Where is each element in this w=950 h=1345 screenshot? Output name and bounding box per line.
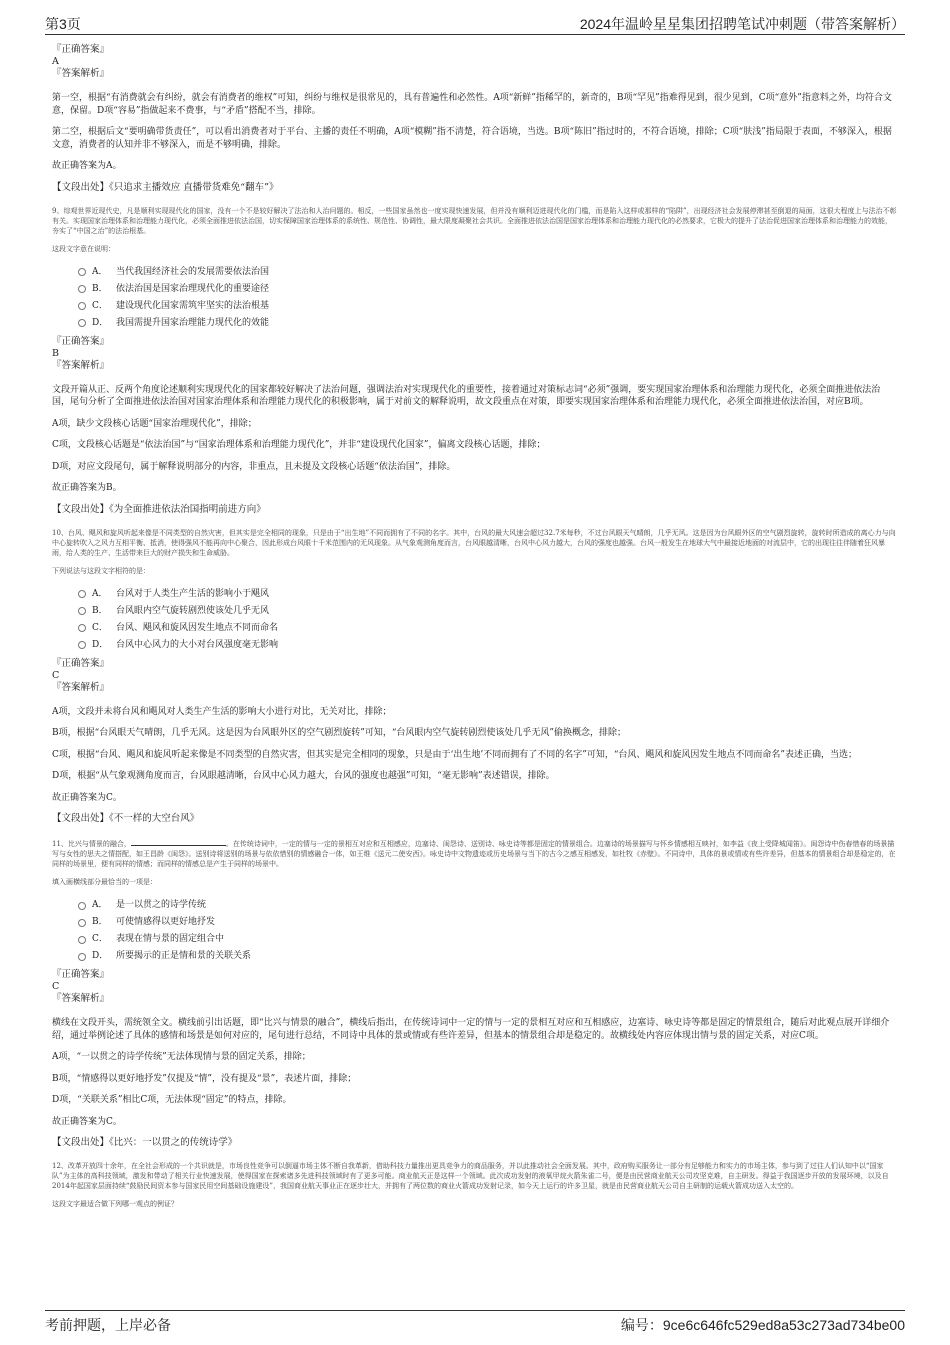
fill-blank bbox=[131, 837, 226, 846]
answer-label: 『正确答案』 bbox=[52, 969, 110, 980]
analysis-paragraph: 故正确答案为C。 bbox=[52, 1116, 122, 1127]
option-d[interactable]: D． 我国需提升国家治理能力现代化的效能 bbox=[78, 315, 898, 332]
analysis-paragraph: 文段开篇从正、反两个角度论述顺利实现现代化的国家都较好解决了法治问题，强调法治对实现现代化的重要性，接着通过对策标志词“必须”强调，要实现国家治理体系和治理能力现代化，必须全面推进依法治国，尾句分析了全面推进依法治国对国家治理体系和治理能力现代化的积极影响，属于对前文的解释说明，故文段重点在对策，即要实现国家治理体系和治理能力现代化，必须全面推进依法治国，对应B项。 bbox=[52, 384, 881, 407]
question-text: 12、改革开放四十余年，在全社会形成的一个共识就是，市场良性竞争可以倒逼市场主体不断自我革新，借助科技力量推出更具竞争力的商品服务，并以此推动社会全面发展。其中，政府购买服务让一部分有足够能力和实力的市场主体，参与到了过往人们认知中以“国家队”为主体的高科技领域，激发和带动了相关行业快速发展，使得国家在探索诸多先进科技领域时有了更多可能。商业航天正是这样一个领域。此次成功发射的液氧甲烷火箭朱雀二号，便是由民营商业航天公司攻坚克难，自主研发。得益于我国逐步开放的发展环境，以及自2014年起国家层面持续“鼓励民间资本参与国家民用空间基础设施建设”，我国商业航天事业正在逐步壮大，并拥有了两位数的商业火箭成功发射记录，如今天上运行的许多卫星，就是由民营商业航天公司自主研制的运载火箭成功送入太空的。 bbox=[52, 1162, 889, 1190]
answer-value: A bbox=[52, 56, 59, 67]
answer-label: 『正确答案』 bbox=[52, 44, 110, 55]
radio-icon[interactable] bbox=[78, 590, 86, 598]
question-prompt: 这段文字最适合做下列哪一观点的例证？ bbox=[52, 1200, 178, 1208]
question-prompt: 下列说法与这段文字相符的是： bbox=[52, 566, 150, 575]
analysis-paragraph: C项，文段核心话题是“依法治国”与“国家治理体系和治理能力现代化”，并非“建设现代化国家”，偏离文段核心话题，排除； bbox=[52, 440, 546, 450]
analysis-paragraph: D项，“关联关系”相比C项，无法体现“固定”的特点，排除。 bbox=[52, 1095, 292, 1105]
question-text: 9、综观世界近现代史，凡是顺利实现现代化的国家，没有一个不是较好解决了法治和人治问题的。相反，一些国家虽然也一度实现快速发展，但并没有顺利迈进现代化的门槛，而是陷入这样或那样的“陷阱”，出现经济社会发展停滞甚至倒退的局面，这很大程度上与法治不彰有关。实现国家治理体系和治理能力现代化，必须全面推进依法治国，切实保障国家治理体系的系统性、规范性、协调性，最大限度凝聚社会共识。全面推进依法治国是国家治理体系和治理能力现代化的必然要求，它极大的提升了法治促进国家治理体系和治理能力的效能，夯实了“中国之治”的法治根基。 bbox=[52, 206, 897, 235]
analysis-paragraph: 第一空，根据“有消费就会有纠纷，就会有消费者的维权”可知，纠纷与维权是很常见的，具有普遍性和必然性。A项“新鲜”指稀罕的，新奇的，B项“罕见”指难得见到，很少见到，C项“意外”指意料之外，均符合文意，保留。D项“容易”指做起来不费事，与“矛盾”搭配不当，排除。 bbox=[52, 93, 892, 116]
radio-icon[interactable] bbox=[78, 936, 86, 944]
option-a[interactable]: A． 台风对于人类生产生活的影响小于飓风 bbox=[78, 586, 898, 603]
radio-icon[interactable] bbox=[78, 919, 86, 927]
page-number: 第3页 bbox=[45, 16, 81, 32]
analysis-label: 『答案解析』 bbox=[52, 359, 110, 371]
radio-icon[interactable] bbox=[78, 953, 86, 961]
radio-icon[interactable] bbox=[78, 624, 86, 632]
option-d[interactable]: D． 台风中心风力的大小对台风强度毫无影响 bbox=[78, 637, 898, 654]
answer-label: 『正确答案』 bbox=[52, 335, 110, 347]
question-prompt: 填入画横线部分最恰当的一项是： bbox=[52, 878, 157, 886]
source-citation: 【文段出处】《不一样的大空台风》 bbox=[52, 813, 200, 824]
option-list bbox=[52, 586, 898, 654]
analysis-paragraph: 故正确答案为B。 bbox=[52, 483, 122, 493]
answer-value: C bbox=[52, 669, 60, 681]
radio-icon[interactable] bbox=[78, 302, 86, 310]
question-text: 10、台风、飓风和旋风听起来像是不同类型的自然灾害，但其实是完全相同的现象，只是由于“出生地”不同而拥有了不同的名字。其中，台风的最大风速会超过32.7米每秒，不过台风眼天气晴朗，几乎无风。这是因为台风眼外区的空气剧烈旋转，旋转时所造成的离心力与向中心旋转吹入之风力互相平衡、抵消，使得强风不能再向中心聚合，因此形成台风眼十千米范围内的无风现象。从气象观测角度而言，台风眼越清晰，台风中心风力越大，台风的强度也越强。台风一般发生在地球大气中最接近地面的对流层中，它的出现往往伴随着狂风暴雨，给人类的生产、生活带来巨大的财产损失和生命威胁。 bbox=[52, 528, 896, 557]
source-citation: 【文段出处】《比兴：一以贯之的传统诗学》 bbox=[52, 1137, 238, 1148]
option-b[interactable]: B． 台风眼内空气旋转剧烈使该处几乎无风 bbox=[78, 603, 898, 620]
analysis-paragraph: A项，缺少文段核心话题“国家治理现代化”，排除； bbox=[52, 418, 257, 429]
option-a[interactable]: A． 当代我国经济社会的发展需要依法治国 bbox=[78, 264, 898, 281]
radio-icon[interactable] bbox=[78, 641, 86, 649]
page-header bbox=[45, 12, 905, 35]
document-body bbox=[52, 44, 898, 1219]
question-text: 11、比兴与情景的融合， 。在传统诗词中，一定的情与一定的景相互对应和互相感应，边塞诗、闺怨诗、送别诗、咏史诗等都是固定的情景组合。边塞诗的场景描写与怀乡情感相互映衬，如李益《夜上受降城闻笛》。闺怨诗中伤春惜春的场景描写与女性的思夫之情搭配，如王昌龄《闺怨》。送别诗将送别的场景与依依惜别的情感融合一体，如王维《送元二使安西》。咏史诗中文物遗迹或历史场景与当下的古今之感互相感发，如杜牧《赤壁》。不同诗中，具体的景或情或有些许差异，但基本的情景组合却是稳定的，在同样的场景里，便有同样的情感；而同样的情感总是产生于同样的场景中。 bbox=[52, 837, 898, 869]
option-c[interactable]: C． 表现在情与景的固定组合中 bbox=[78, 931, 898, 948]
analysis-paragraph: 故正确答案为C。 bbox=[52, 792, 122, 803]
option-list bbox=[52, 264, 898, 332]
radio-icon[interactable] bbox=[78, 268, 86, 276]
option-a[interactable]: A． 是一以贯之的诗学传统 bbox=[78, 897, 898, 914]
analysis-label: 『答案解析』 bbox=[52, 993, 110, 1004]
radio-icon[interactable] bbox=[78, 285, 86, 293]
analysis-paragraph: 横线在文段开头，需统领全文。横线前引出话题，即“比兴与情景的融合”，横线后指出，在传统诗词中一定的情与一定的景相互对应和互相感应，边塞诗、咏史诗等都是固定的情景组合，随后对此观点展开详细介绍，通过举例论述了具体的感情和场景是如何对应的，尾句进行总结，不同诗中具体的景或情或有些许差异，但基本的情景组合却是稳定的。故横线处内容应体现出情与景的固定关系，对应C项。 bbox=[52, 1018, 890, 1041]
document-id: 编号：9ce6c646fc529ed8a53c273ad734be00 bbox=[620, 1317, 905, 1333]
analysis-label: 『答案解析』 bbox=[52, 68, 110, 79]
document-title: 2024年温岭星星集团招聘笔试冲刺题（带答案解析） bbox=[579, 16, 905, 32]
analysis-paragraph: 第二空，根据后文“要明确带货责任”，可以看出消费者对于平台、主播的责任不明确，A项“模糊”指不清楚，符合语境，当选。B项“陈旧”指过时的，不符合语境，排除；C项“肤浅”指局限于表面，不够深入，根据文意，消费者的认知并非不够深入，而是不够明确，排除。 bbox=[52, 127, 892, 150]
page-footer bbox=[45, 1310, 905, 1337]
analysis-paragraph: 故正确答案为A。 bbox=[52, 161, 122, 171]
answer-value: B bbox=[52, 347, 59, 359]
radio-icon[interactable] bbox=[78, 607, 86, 615]
analysis-paragraph: D项，根据“从气象观测角度而言，台风眼越清晰，台风中心风力越大，台风的强度也越强”可知，“毫无影响”表述错误，排除。 bbox=[52, 771, 555, 781]
answer-value: C bbox=[52, 981, 60, 992]
analysis-paragraph: B项，根据“台风眼天气晴朗，几乎无风。这是因为台风眼外区的空气剧烈旋转”可知，“台风眼内空气旋转剧烈使该处几乎无风”偷换概念，排除； bbox=[52, 728, 627, 738]
footer-slogan: 考前押题，上岸必备 bbox=[45, 1317, 171, 1333]
analysis-paragraph: A项，文段并未将台风和飓风对人类生产生活的影响大小进行对比，无关对比，排除； bbox=[52, 706, 392, 717]
option-b[interactable]: B． 依法治国是国家治理现代化的重要途径 bbox=[78, 281, 898, 298]
radio-icon[interactable] bbox=[78, 902, 86, 910]
source-citation: 【文段出处】《为全面推进依法治国指明前进方向》 bbox=[52, 503, 266, 515]
option-b[interactable]: B． 可使情感得以更好地抒发 bbox=[78, 914, 898, 931]
analysis-paragraph: C项，根据“台风、飓风和旋风听起来像是不同类型的自然灾害，但其实是完全相同的现象，只是由于‘出生地’不同而拥有了不同的名字”可知，“台风、飓风和旋风因发生地点不同而命名”表述正确，当选； bbox=[52, 749, 858, 760]
source-citation: 【文段出处】《只追求主播效应 直播带货难免“翻车”》 bbox=[52, 181, 279, 193]
radio-icon[interactable] bbox=[78, 319, 86, 327]
analysis-paragraph: A项，“一以贯之的诗学传统”无法体现情与景的固定关系，排除； bbox=[52, 1052, 311, 1062]
option-c[interactable]: C． 建设现代化国家需筑牢坚实的法治根基 bbox=[78, 298, 898, 315]
option-c[interactable]: C． 台风、飓风和旋风因发生地点不同而命名 bbox=[78, 620, 898, 637]
question-prompt: 这段文字意在说明： bbox=[52, 244, 115, 253]
analysis-paragraph: D项，对应文段尾句，属于解释说明部分的内容，非重点，且未提及文段核心话题“依法治国”，排除。 bbox=[52, 461, 456, 472]
answer-label: 『正确答案』 bbox=[52, 657, 110, 669]
analysis-label: 『答案解析』 bbox=[52, 681, 110, 693]
option-d[interactable]: D． 所要揭示的正是情和景的关联关系 bbox=[78, 948, 898, 965]
analysis-paragraph: B项，“情感得以更好地抒发”仅提及“情”，没有提及“景”，表述片面，排除； bbox=[52, 1073, 357, 1084]
option-list bbox=[52, 897, 898, 965]
